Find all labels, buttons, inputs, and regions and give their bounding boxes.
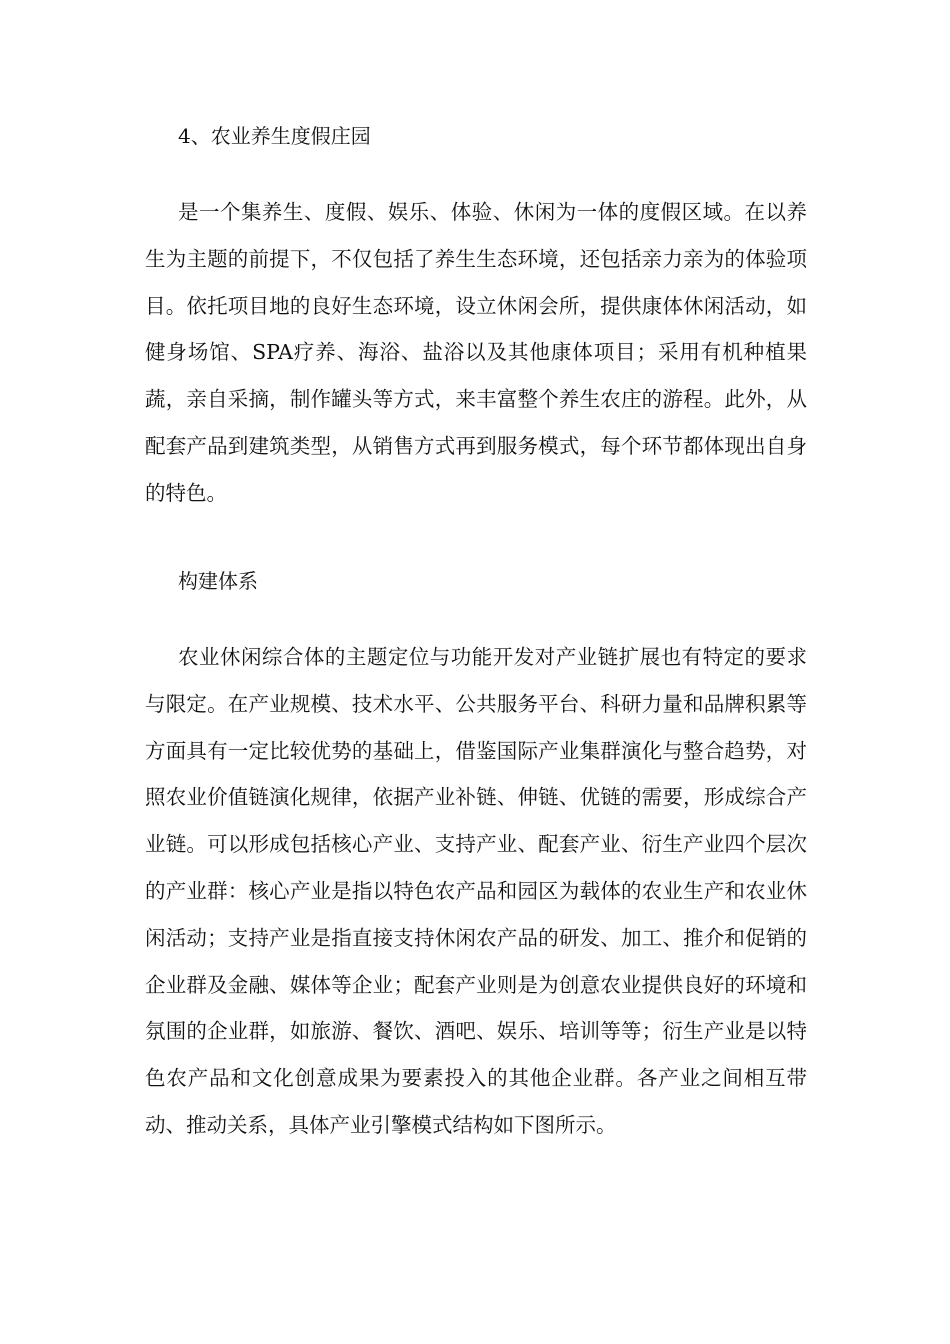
subsection-paragraph: 农业休闲综合体的主题定位与功能开发对产业链扩展也有特定的要求与限定。在产业规模、技术水平、公共服务平台、科研力量和品牌积累等方面具有一定比较优势的基础上，借鉴国际产业集群演化与整合趋势，对照农业价值链演化规律，依据产业补链、伸链、优链的需要，形成综合产业链。可以形成包括核心产业、支持产业、配套产业、衍生产业四个层次的产业群：核心产业是指以特色农产品和园区为载体的农业生产和农业休闲活动；支持产业是指直接支持休闲农产品的研发、加工、推介和促销的企业群及金融、媒体等企业；配套产业则是为创意农业提供良好的环境和氛围的企业群，如旅游、餐饮、酒吧、娱乐、培训等等；衍生产业是以特色农产品和文化创意成果为要素投入的其他企业群。各产业之间相互带动、推动关系，具体产业引擎模式结构如下图所示。 bbox=[145, 645, 807, 1137]
section-paragraph: 是一个集养生、度假、娱乐、体验、休闲为一体的度假区域。在以养生为主题的前提下，不仅包括了养生生态环境，还包括亲力亲为的体验项目。依托项目地的良好生态环境，设立休闲会所，提供康体休闲活动，如健身场馆、SPA疗养、海浴、盐浴以及其他康体项目；采用有机种植果蔬，亲自采摘，制作罐头等方式，来丰富整个养生农庄的游程。此外，从配套产品到建筑类型，从销售方式再到服务模式，每个环节都体现出自身的特色。 bbox=[145, 200, 807, 505]
subsection-heading: 构建体系 bbox=[178, 569, 258, 593]
section-heading: 4、农业养生度假庄园 bbox=[178, 124, 371, 148]
